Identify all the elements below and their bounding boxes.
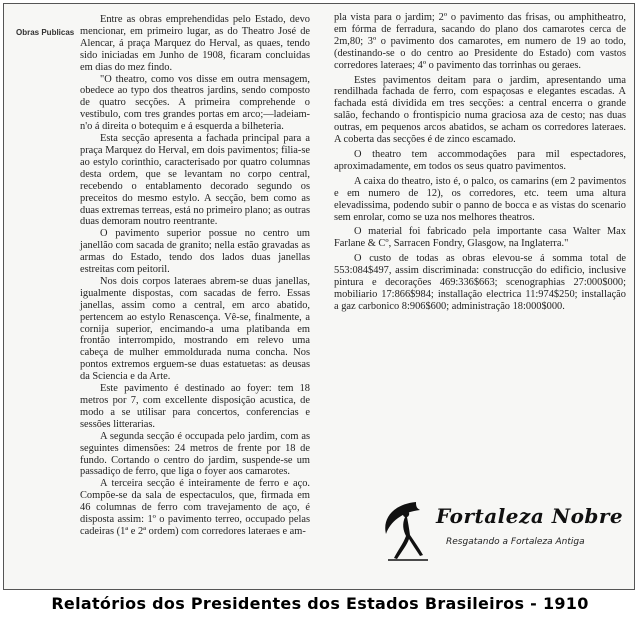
text-column-left — [80, 14, 310, 538]
dancer-silhouette-icon — [385, 502, 428, 560]
paragraph: O theatro tem accommodações para mil espectadores, aproximadamente, em todos os seus quatro pavimentos. — [334, 148, 626, 172]
paragraph: O material foi fabricado pela importante casa Walter Max Farlane & Cº, Sarracen Fondry, Glasgow, na Inglaterra." — [334, 226, 626, 250]
paragraph: A segunda secção é occupada pelo jardim, com as seguintes dimensões: 24 metros de frente por 18 de fundo. Cortando o centro do jardim, suspende-se um passadiço de ferro, que liga o foyer aos camarotes. — [80, 430, 310, 478]
paragraph: Esta secção apresenta a fachada principal para a praça Marquez do Herval, em dois pavimentos; filia-se ao estylo corinthio, caracterisado por quatro columnas desta ordem, que se levantam no corpo central, recebendo o entablamento decorado segundo os preceitos do mesmo estylo. A secção, bem como as duas extremas terreas, está no primeiro plano; as outras duas demoram noutro reentrante. — [80, 133, 310, 228]
paragraph: Este pavimento é destinado ao foyer: tem 18 metros por 7, com excellente disposição acustica, de modo a se utilisar para concertos, conferencias e sessões litterarias. — [80, 383, 310, 430]
logo-subtitle: Resgatando a Fortaleza Antiga — [446, 537, 585, 547]
paragraph: Entre as obras emprehendidas pelo Estado, devo mencionar, em primeiro lugar, as do Theatro José de Alencar, á praça Marquez do Herval, as quaes, tendo sido iniciadas em Junho de 1908, ficaram concluidas em dias do mez findo. — [80, 14, 310, 73]
paragraph: Nos dois corpos lateraes abrem-se duas janellas, igualmente dispostas, com sacadas de ferro. Essas janellas, assim como a central, em arco abatido, pertencem ao estylo Renascença. Vê-se, finalmente, a cornija superior, encimando-a uma platibanda em frontão interrompido, mostrando em relevo uma cabeça de mulher emmoldurada numa concha. Nos pontos extremos erguem-se duas estatuetas: as deusas da Sciencia e da Arte. — [80, 275, 310, 383]
paragraph: Estes pavimentos deitam para o jardim, apresentando uma rendilhada fachada de ferro, com espaçosas e elegantes escadas. A fachada está dividida em tres secções: a central encerra o grande salão, fechando o frontispicio numa graciosa aza de cesto; nas duas outras, em pequenos arcos abatidos, se acham os corredores lateraes. A coberta das secções é de zinco escamado. — [334, 74, 626, 146]
paragraph: pla vista para o jardim; 2º o pavimento das frisas, ou amphitheatro, em fórma de ferradura, sacando do plano dos camarotes cerca de 2m,80; 3º o pavimento dos camarotes, em numero de 19 ao todo, (destinando-se o do centro ao Presidente do Estado) com vastos corredores lateraes; 4º o pavimento das torrinhas ou geraes. — [334, 12, 626, 71]
page-caption: Relatórios dos Presidentes dos Estados Brasileiros - 1910 — [51, 594, 589, 613]
paragraph: A caixa do theatro, isto é, o palco, os camarins (em 2 pavimentos e em numero de 12), os corredores, etc. teem uma altura elevadissima, podendo subir o panno de bocca e as vistas do scenario sem enrolar, como se uza nos melhores theatros. — [334, 175, 626, 223]
paragraph: "O theatro, como vos disse em outra mensagem, obedece ao typo dos theatros jardins, sendo composto de quatro secções. A primeira comprehende o vestibulo, com tres grandes portas em arco;—ladeiam-n'o á direita o botequim e á esquerda a bilheteria. — [80, 73, 310, 133]
paragraph: O pavimento superior possue no centro um janellão com sacada de granito; nella estão gravadas as armas do Estado, tendo dos lados duas janellas estreitas com peitoril. — [80, 228, 310, 276]
section-label: Obras Publicas — [16, 28, 75, 37]
paragraph: O custo de todas as obras elevou-se á somma total de 553:084$497, assim discriminada: construcção do edificio, inclusive pintura e decorações 469:336$663; scenographias 27:000$000; mobiliario 17:866$984; installação electrica 11:974$250; installação a gaz carbonico 8:906$600; administração 18:000$000. — [334, 253, 626, 312]
logo-title: Fortaleza Nobre — [436, 504, 624, 528]
text-column-right — [334, 12, 626, 313]
paragraph: A terceira secção é inteiramente de ferro e aço. Compõe-se da sala de espectaculos, que, firmada em 46 columnas de ferro com travejamento de aço, é disposta assim: 1º o pavimento terreo, occupado pelas cadeiras (1ª e 2ª ordem) com corredores lateraes e am- — [80, 478, 310, 537]
page-scan — [3, 3, 635, 590]
